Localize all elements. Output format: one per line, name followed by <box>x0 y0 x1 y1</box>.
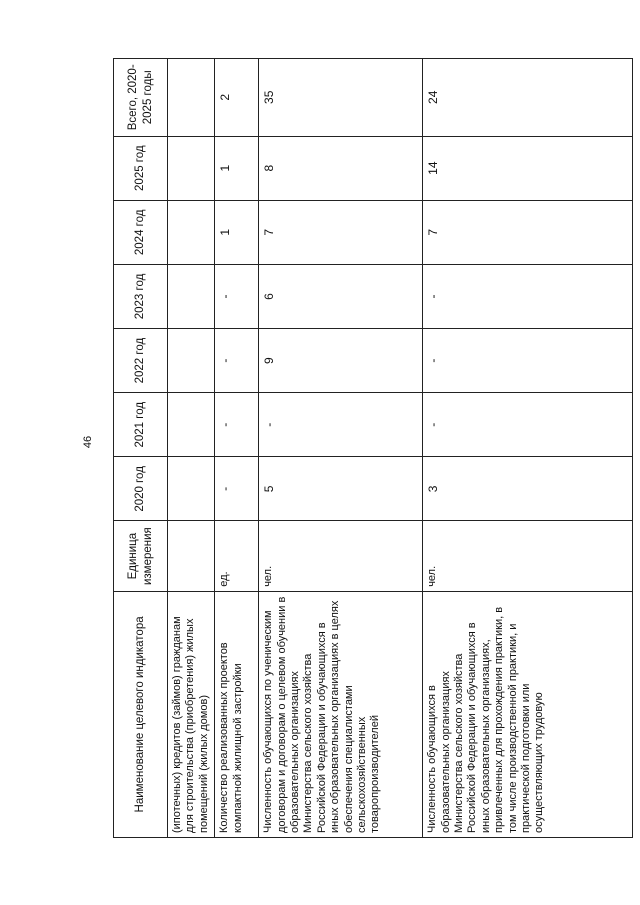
value-2024: 1 <box>215 200 259 264</box>
table-row <box>168 59 215 838</box>
value-2022: 9 <box>259 329 423 393</box>
value-2024: 7 <box>423 200 633 264</box>
header-2024: 2024 год <box>114 200 168 264</box>
header-unit: Единица измерения <box>114 521 168 591</box>
value-total: 2 <box>215 59 259 137</box>
header-name: Наименование целевого индикатора <box>114 591 168 837</box>
value-2021 <box>168 393 215 457</box>
indicator-table-container <box>113 58 633 838</box>
value-2022 <box>168 329 215 393</box>
indicator-unit: ед. <box>215 521 259 591</box>
indicator-name: Численность обучающихся по ученическим договорам и договорам о целевом обучении в образовательных организациях Министерства сельского хозяйства Российской Федерации и обучающихся в иных образовательных организациях в целях обеспечения специалистами сельскохозяйственных товаропроизводителей <box>259 591 423 837</box>
value-2023: - <box>215 264 259 328</box>
header-total: Всего, 2020-2025 годы <box>114 59 168 137</box>
indicator-unit: чел. <box>259 521 423 591</box>
table-row <box>215 59 259 838</box>
value-2023: 6 <box>259 264 423 328</box>
indicator-name: Количество реализованных проектов компактной жилищной застройки <box>215 591 259 837</box>
value-2025: 1 <box>215 136 259 200</box>
value-2024: 7 <box>259 200 423 264</box>
value-total <box>168 59 215 137</box>
value-2020: 3 <box>423 457 633 521</box>
value-2020: 5 <box>259 457 423 521</box>
value-2021: - <box>215 393 259 457</box>
value-2024 <box>168 200 215 264</box>
header-2023: 2023 год <box>114 264 168 328</box>
indicator-table <box>113 58 633 838</box>
value-2022: - <box>215 329 259 393</box>
value-2022: - <box>423 329 633 393</box>
value-2023: - <box>423 264 633 328</box>
header-2021: 2021 год <box>114 393 168 457</box>
header-2020: 2020 год <box>114 457 168 521</box>
value-2020 <box>168 457 215 521</box>
table-header-row <box>114 59 168 838</box>
table-row <box>423 59 633 838</box>
value-2021: - <box>423 393 633 457</box>
indicator-name: Численность обучающихся в образовательных организациях Министерства сельского хозяйства Российской Федерации и обучающихся в иных образовательных организациях, привлеченных для прохождения практики, в том числе производственной практики, и практической подготовки или осуществляющих трудовую <box>423 591 633 837</box>
value-total: 35 <box>259 59 423 137</box>
table-row <box>259 59 423 838</box>
value-2020: - <box>215 457 259 521</box>
value-total: 24 <box>423 59 633 137</box>
header-2022: 2022 год <box>114 329 168 393</box>
indicator-unit: чел. <box>423 521 633 591</box>
value-2025: 14 <box>423 136 633 200</box>
page-number: 46 <box>82 435 94 449</box>
value-2025 <box>168 136 215 200</box>
indicator-name: (ипотечных) кредитов (займов) гражданам для строительства (приобретения) жилых помещений (жилых домов) <box>168 591 215 837</box>
value-2025: 8 <box>259 136 423 200</box>
value-2023 <box>168 264 215 328</box>
value-2021: - <box>259 393 423 457</box>
indicator-unit <box>168 521 215 591</box>
header-2025: 2025 год <box>114 136 168 200</box>
